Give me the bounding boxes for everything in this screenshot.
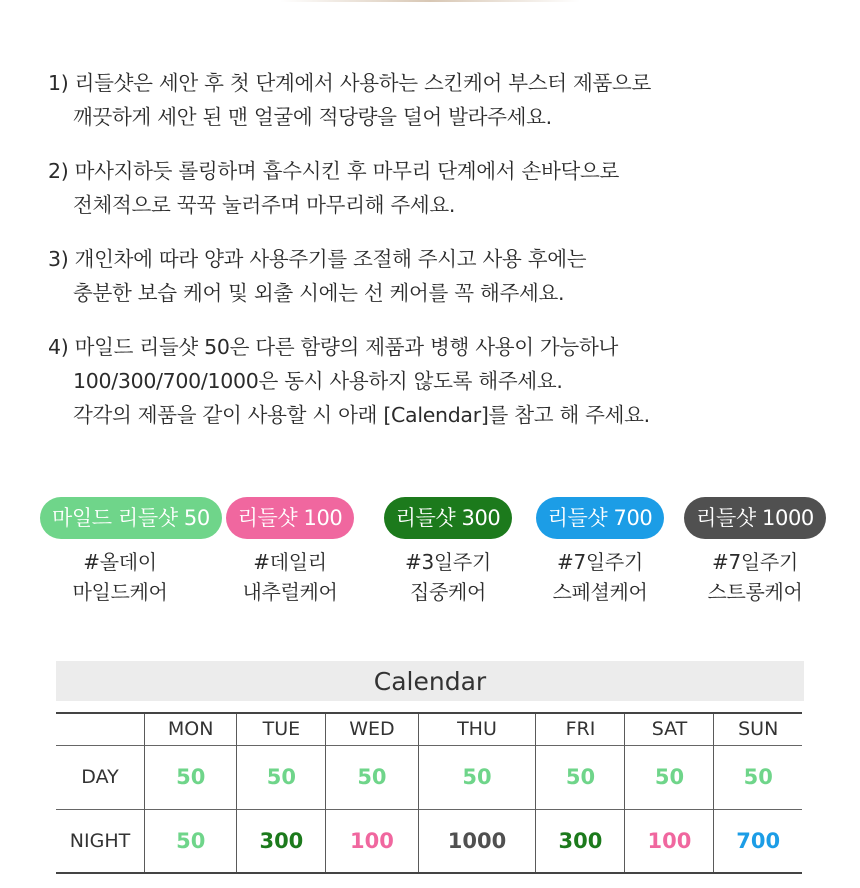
instruction-line: 2) 마사지하듯 롤링하며 흡수시킨 후 마무리 단계에서 손바닥으로 — [48, 159, 620, 183]
calendar-table — [56, 712, 802, 874]
instruction-line: 전체적으로 꾹꾹 눌러주며 마무리해 주세요. — [73, 193, 456, 217]
product-pill: 리들샷 1000 — [684, 497, 826, 539]
day-header: MON — [145, 713, 237, 745]
calendar-row-day — [56, 745, 802, 809]
product-tag: #데일리 — [253, 550, 327, 574]
product-pill: 리들샷 300 — [384, 497, 513, 539]
instruction-step-4 — [48, 330, 828, 432]
row-label: NIGHT — [69, 829, 131, 852]
dose-cell: 50 — [237, 745, 326, 809]
dose-cell: 100 — [625, 809, 714, 873]
usage-instructions — [48, 66, 828, 452]
instruction-line: 각각의 제품을 같이 사용할 시 아래 [Calendar]를 참고 해 주세요. — [73, 403, 650, 427]
calendar-title: Calendar — [56, 661, 804, 701]
product-tag: 내추럴케어 — [242, 580, 338, 604]
product-tag: #7일주기 — [712, 550, 798, 574]
product-tag: 스트롱케어 — [707, 580, 803, 604]
dose-cell: 50 — [145, 809, 237, 873]
instruction-line: 1) 리들샷은 세안 후 첫 단계에서 사용하는 스킨케어 부스터 제품으로 — [48, 71, 651, 95]
product-300 — [368, 497, 528, 607]
instruction-line: 3) 개인차에 따라 양과 사용주기를 조절해 주시고 사용 후에는 — [48, 247, 587, 271]
product-mild-50 — [40, 497, 210, 607]
instruction-line: 100/300/700/1000은 동시 사용하지 않도록 해주세요. — [73, 369, 563, 393]
day-header: SAT — [625, 713, 714, 745]
product-pill: 마일드 리들샷 50 — [40, 497, 222, 539]
dose-cell: 50 — [326, 745, 418, 809]
day-header: WED — [326, 713, 418, 745]
calendar-row-night — [56, 809, 802, 873]
dose-cell: 300 — [237, 809, 326, 873]
top-divider — [280, 0, 580, 2]
dose-cell: 50 — [418, 745, 536, 809]
product-badges — [30, 497, 830, 617]
product-tag: #올데이 — [83, 550, 157, 574]
instruction-line: 깨끗하게 세안 된 맨 얼굴에 적당량을 덜어 발라주세요. — [73, 105, 552, 129]
day-header: THU — [418, 713, 536, 745]
instruction-step-2 — [48, 154, 828, 222]
day-header: SUN — [714, 713, 802, 745]
product-pill: 리들샷 700 — [536, 497, 665, 539]
product-100 — [210, 497, 370, 607]
product-tag: 스페셜케어 — [552, 580, 648, 604]
instruction-line: 충분한 보습 케어 및 외출 시에는 선 케어를 꼭 해주세요. — [73, 281, 565, 305]
dose-cell: 1000 — [418, 809, 536, 873]
product-tag: 집중케어 — [409, 580, 487, 604]
instruction-step-1 — [48, 66, 828, 134]
day-header: TUE — [237, 713, 326, 745]
product-700 — [520, 497, 680, 607]
dose-cell: 50 — [145, 745, 237, 809]
row-label: DAY — [81, 766, 119, 788]
dose-cell: 300 — [536, 809, 625, 873]
product-tag: 마일드케어 — [72, 580, 168, 604]
dose-cell: 50 — [714, 745, 802, 809]
dose-cell: 50 — [625, 745, 714, 809]
dose-cell: 50 — [536, 745, 625, 809]
product-tag: #7일주기 — [557, 550, 643, 574]
instruction-line: 4) 마일드 리들샷 50은 다른 함량의 제품과 병행 사용이 가능하나 — [48, 335, 618, 359]
day-header: FRI — [536, 713, 625, 745]
product-pill: 리들샷 100 — [226, 497, 355, 539]
instruction-step-3 — [48, 242, 828, 310]
dose-cell: 100 — [326, 809, 418, 873]
product-1000 — [675, 497, 835, 607]
product-tag: #3일주기 — [405, 550, 491, 574]
calendar-header-row — [56, 713, 802, 745]
calendar-corner-cell — [56, 713, 145, 745]
dose-cell: 700 — [714, 809, 802, 873]
